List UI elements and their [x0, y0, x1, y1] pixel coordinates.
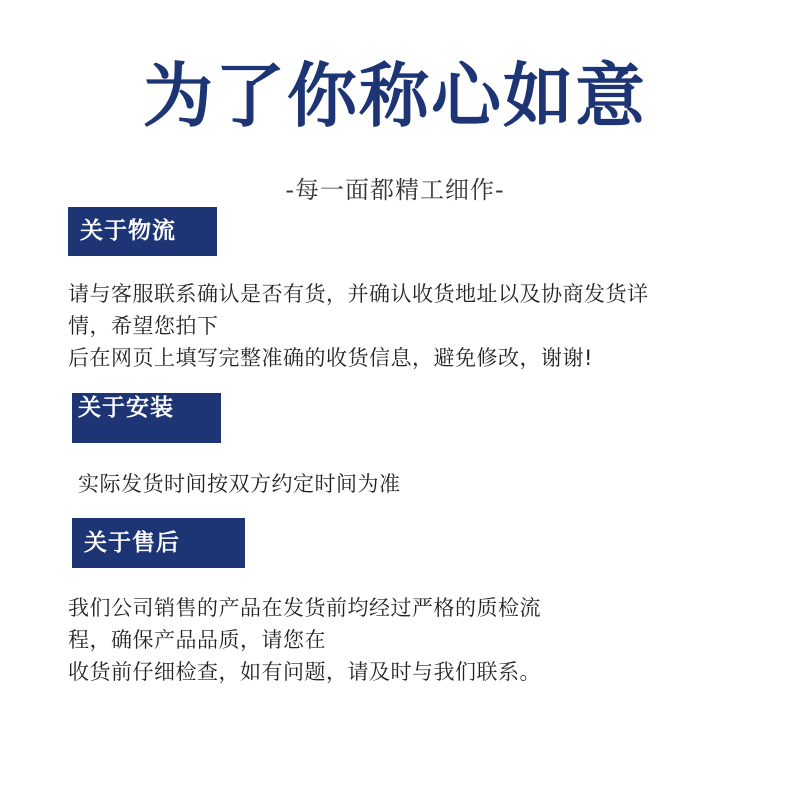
page-title: 为了你称心如意	[143, 55, 647, 137]
aftersale-line: 程，确保产品品质，请您在	[68, 628, 326, 652]
section-tag-logistics: 关于物流	[68, 207, 217, 256]
aftersale-line: 收货前仔细检查，如有问题，请及时与我们联系。	[68, 660, 541, 684]
install-text	[78, 468, 401, 500]
page-subtitle: -每一面都精工细作-	[285, 176, 505, 204]
logistics-text	[68, 278, 649, 374]
logistics-line: 请与客服联系确认是否有货，并确认收货地址以及协商发货详	[68, 282, 649, 306]
aftersale-text	[68, 592, 541, 688]
aftersale-line: 我们公司销售的产品在发货前均经过严格的质检流	[68, 596, 541, 620]
logistics-line: 情，希望您拍下	[68, 314, 219, 338]
install-line: 实际发货时间按双方约定时间为准	[78, 472, 401, 496]
section-tag-aftersale: 关于售后	[72, 518, 245, 568]
logistics-line: 后在网页上填写完整准确的收货信息，避免修改，谢谢!	[68, 346, 593, 370]
section-tag-install: 关于安装	[72, 393, 221, 443]
